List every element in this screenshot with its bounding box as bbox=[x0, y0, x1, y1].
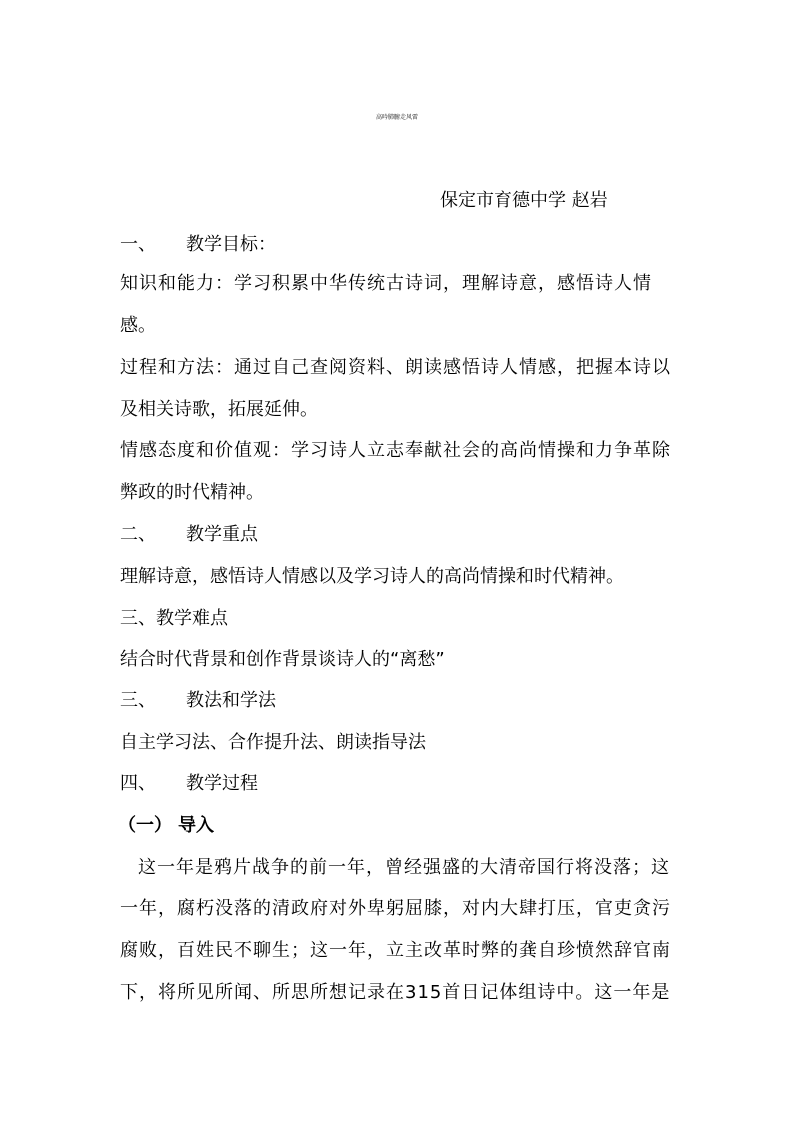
paragraph-line: 情感态度和价值观：学习诗人立志奉献社会的高尚情操和力争革除 bbox=[120, 440, 671, 461]
section-title: 教学重点 bbox=[186, 524, 258, 545]
paragraph-line: 一年，腐朽没落的清政府对外卑躬屈膝，对内大肆打压，官吏贪污 bbox=[120, 898, 671, 919]
paragraph-line: 知识和能力：学习积累中华传统古诗词，理解诗意，感悟诗人情 bbox=[120, 273, 652, 294]
section-heading-method bbox=[120, 690, 276, 712]
section-heading-focus bbox=[120, 524, 258, 546]
page-title: 高吟肺腑走风雷 bbox=[375, 114, 418, 121]
paragraph-line: 腐败，百姓民不聊生；这一年，立主改革时弊的龚自珍愤然辞官南 bbox=[120, 940, 671, 961]
paragraph-line: 及相关诗歌，拓展延伸。 bbox=[120, 399, 318, 420]
paragraph-line: 这一年是鸦片战争的前一年，曾经强盛的大清帝国行将没落；这 bbox=[138, 857, 670, 878]
paragraph-line: 结合时代背景和创作背景谈诗人的“离愁” bbox=[120, 649, 445, 670]
section-heading-process bbox=[120, 773, 258, 795]
page-subtitle bbox=[0, 147, 794, 171]
paragraph-line: 下，将所见所闻、所思所想记录在315首日记体组诗中。这一年是 bbox=[120, 982, 671, 1003]
subsection-number: （一） bbox=[118, 815, 172, 836]
paragraph-line: 感。 bbox=[120, 315, 156, 336]
section-number: 二、 bbox=[120, 524, 156, 545]
section-title: 教学过程 bbox=[186, 773, 258, 794]
subsection-title: 导入 bbox=[178, 815, 214, 836]
section-number: 一、 bbox=[120, 234, 156, 255]
subsection-heading-intro bbox=[118, 815, 214, 837]
paragraph-line: 弊政的时代精神。 bbox=[120, 482, 264, 503]
author-line: 保定市育德中学 赵岩 bbox=[440, 190, 608, 211]
section-title: 教学目标： bbox=[186, 234, 276, 255]
paragraph-line: 自主学习法、合作提升法、朗读指导法 bbox=[120, 732, 426, 753]
paragraph-line: 理解诗意，感悟诗人情感以及学习诗人的高尚情操和时代精神。 bbox=[120, 566, 624, 587]
section-heading-goals bbox=[120, 234, 276, 256]
section-number: 四、 bbox=[120, 773, 156, 794]
section-number: 三、 bbox=[120, 690, 156, 711]
section-heading-difficulty: 三、教学难点 bbox=[120, 608, 228, 629]
paragraph-line: 过程和方法：通过自己查阅资料、朗读感悟诗人情感，把握本诗以 bbox=[120, 357, 671, 378]
section-title: 教法和学法 bbox=[186, 690, 276, 711]
